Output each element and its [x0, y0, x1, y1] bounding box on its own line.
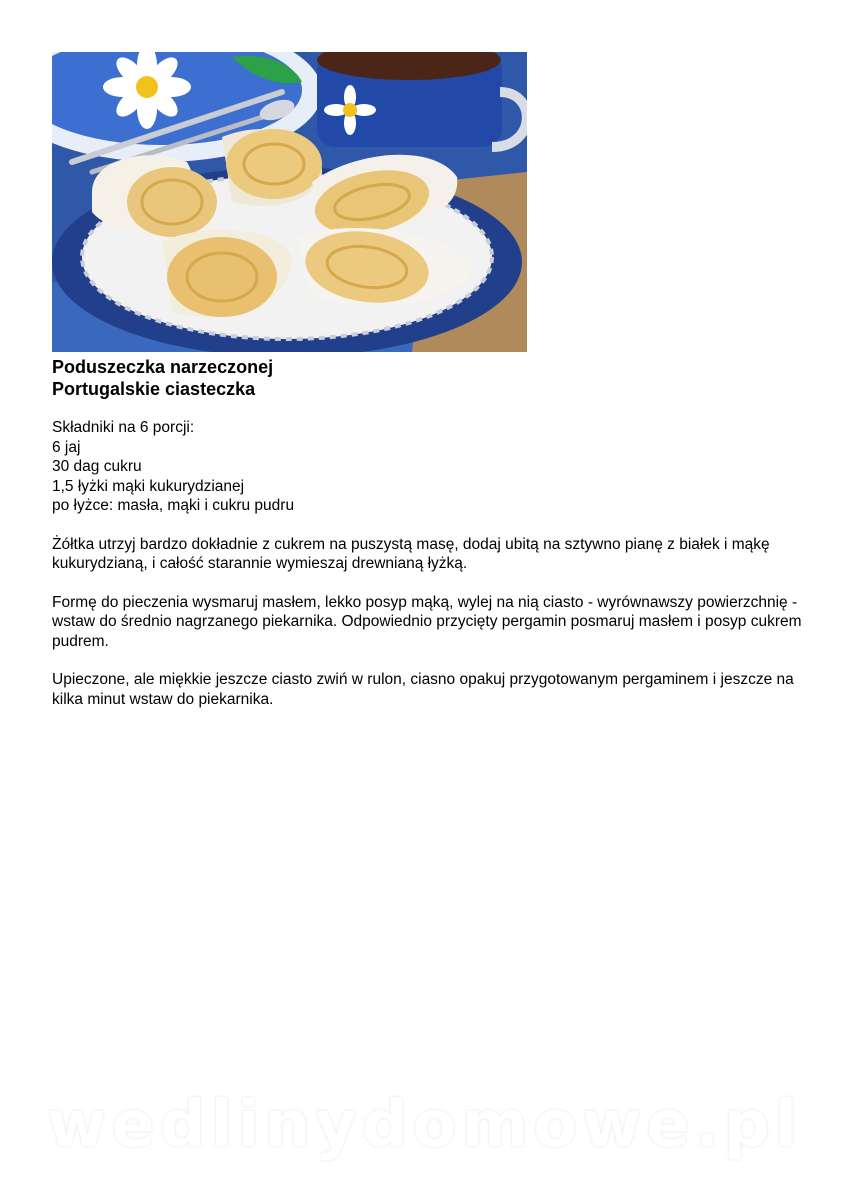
ingredients-block	[52, 418, 812, 516]
ingredient-item: 6 jaj	[52, 438, 81, 456]
instruction-step: Żółtka utrzyj bardzo dokładnie z cukrem na puszystą masę, dodaj ubitą na sztywno pianę z białek i mąkę kukurydzianą, i całość starannie wymieszaj drewnianą łyżką.	[52, 535, 770, 572]
instruction-step: Formę do pieczenia wysmaruj masłem, lekko posyp mąką, wylej na nią ciasto - wyrównawszy powierzchnię - wstaw do średnio nagrzanego piekarnika. Odpowiednio przycięty pergamin posmaruj masłem i posyp cukrem pudrem.	[52, 593, 802, 650]
instruction-step: Upieczone, ale miękkie jeszcze ciasto zwiń w rulon, ciasno opakuj przygotowanym pergaminem i jeszcze na kilka minut wstaw do piekarnika.	[52, 671, 794, 708]
ingredient-item: 1,5 łyżki mąki kukurydzianej	[52, 477, 245, 495]
recipe-subtitle: Portugalskie ciasteczka	[52, 379, 256, 399]
ingredient-item: 30 dag cukru	[52, 458, 142, 475]
ingredient-item: po łyżce: masła, mąki i cukru pudru	[52, 497, 295, 514]
recipe-photo	[52, 52, 527, 352]
ingredients-header: Składniki na 6 porcji:	[52, 419, 195, 436]
recipe-title: Poduszeczka narzeczonej	[52, 357, 274, 377]
site-watermark: wedlinydomowe.pl	[47, 1088, 802, 1162]
recipe-body	[52, 418, 812, 728]
recipe-titles	[52, 356, 752, 400]
